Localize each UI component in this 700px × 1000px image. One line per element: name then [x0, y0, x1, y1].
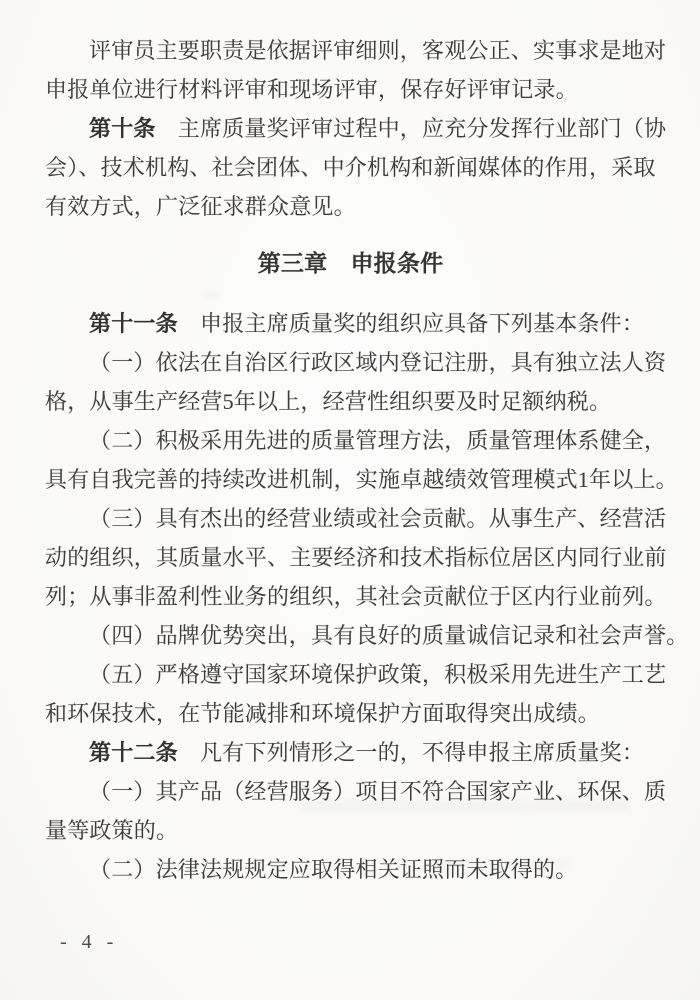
chapter-heading-text: 第三章 申报条件 — [257, 250, 444, 276]
line-text: 有效方式，广泛征求群众意见。 — [45, 194, 356, 219]
text-line — [45, 304, 656, 343]
line-text: 具有自我完善的持续改进机制，实施卓越绩效管理模式1年以上。 — [45, 467, 678, 492]
line-text: （五）严格遵守国家环境保护政策，积极采用先进生产工艺 — [89, 662, 667, 687]
article-number: 第十条 — [89, 116, 156, 141]
line-text: 量等政策的。 — [45, 818, 179, 843]
line-text: （一）依法在自治区行政区域内登记注册，具有独立法人资 — [89, 350, 667, 375]
line-text: 凡有下列情形之一的，不得申报主席质量奖： — [177, 740, 645, 765]
article-number: 第十一条 — [89, 311, 178, 336]
text-line — [45, 850, 656, 889]
line-text: （二）法律法规规定应取得相关证照而未取得的。 — [89, 857, 578, 882]
line-text: （二）积极采用先进的质量管理方法，质量管理体系健全， — [89, 428, 667, 453]
line-text: （四）品牌优势突出，具有良好的质量诚信记录和社会声誉。 — [89, 623, 689, 648]
line-text: 列；从事非盈利性业务的组织，其社会贡献位于区内行业前列。 — [45, 584, 667, 609]
text-line — [45, 538, 667, 577]
line-text: 评审员主要职责是依据评审细则，客观公正、实事求是地对 — [89, 38, 667, 63]
text-line — [45, 499, 667, 538]
text-line — [45, 109, 667, 148]
text-line — [45, 148, 656, 187]
text-line — [45, 70, 656, 109]
line-text: 申报单位进行材料评审和现场评审，保存好评审记录。 — [45, 77, 578, 102]
article-number: 第十二条 — [89, 740, 178, 765]
text-line — [45, 382, 656, 421]
line-text: （一）其产品（经营服务）项目不符合国家产业、环保、质 — [89, 779, 667, 804]
line-text: 动的组织，其质量水平、主要经济和技术指标位居区内同行业前 — [45, 545, 667, 570]
text-line — [45, 421, 667, 460]
text-line — [45, 31, 667, 70]
text-line — [45, 616, 689, 655]
text-line — [45, 811, 656, 850]
text-line — [45, 187, 656, 226]
document-body — [45, 31, 689, 889]
line-text: 和环保技术，在节能减排和环境保护方面取得突出成绩。 — [45, 701, 601, 726]
text-line — [45, 343, 667, 382]
text-line — [45, 460, 678, 499]
text-line — [45, 655, 667, 694]
text-line — [45, 694, 656, 733]
text-line — [45, 772, 667, 811]
chapter-heading — [45, 243, 656, 283]
line-text: （三）具有杰出的经营业绩或社会贡献。从事生产、经营活 — [89, 506, 667, 531]
line-text: 申报主席质量奖的组织应具备下列基本条件： — [177, 311, 645, 336]
text-line — [45, 733, 656, 772]
line-text: 会）、技术机构、社会团体、中介机构和新闻媒体的作用，采取 — [45, 155, 656, 180]
text-line — [45, 577, 667, 616]
line-text: 格，从事生产经营5年以上，经营性组织要及时足额纳税。 — [45, 389, 612, 414]
line-text: 主席质量奖评审过程中，应充分发挥行业部门（协 — [155, 116, 667, 141]
page-number: - 4 - — [60, 931, 119, 953]
